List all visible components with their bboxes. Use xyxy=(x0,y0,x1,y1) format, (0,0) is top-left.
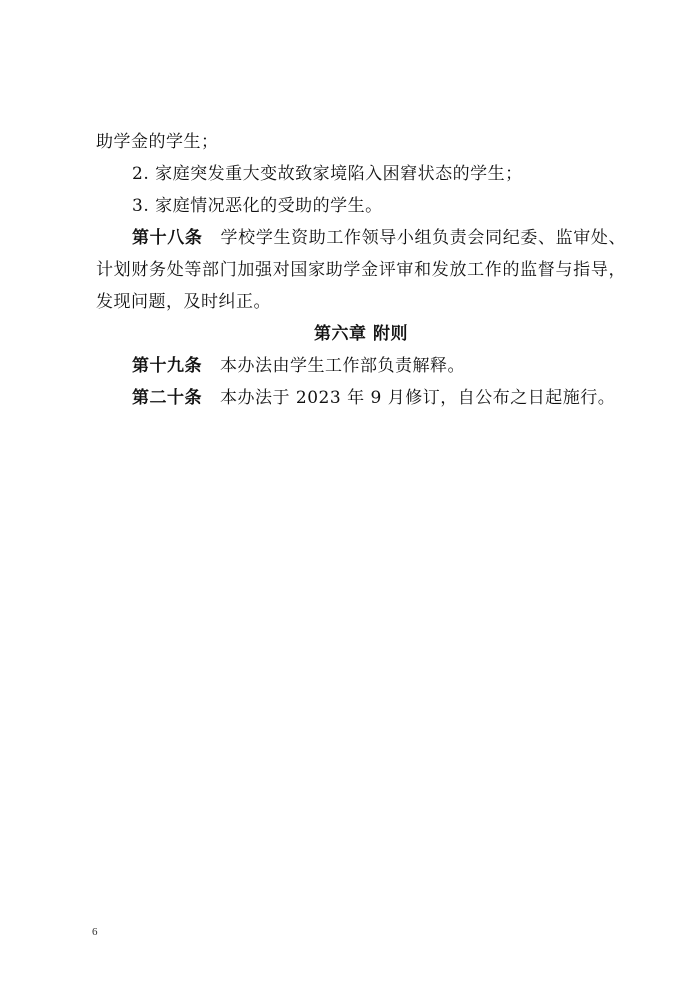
list-item-2 xyxy=(96,158,626,190)
article-text: 本办法由学生工作部负责解释。 xyxy=(220,356,465,376)
article-19 xyxy=(96,350,626,382)
page-number: 6 xyxy=(92,926,98,938)
list-item-text: 3. 家庭情况恶化的受助的学生。 xyxy=(132,196,383,216)
article-text: 学校学生资助工作领导小组负责会同纪委、监审处、计划财务处等部门加强对国家助学金评审和发放工作的监督与指导，发现问题，及时纠正。 xyxy=(96,228,627,312)
article-number: 第十九条 xyxy=(132,356,202,376)
article-text: 本办法于 2023 年 9 月修订，自公布之日起施行。 xyxy=(220,388,616,408)
paragraph-continuation xyxy=(96,126,626,158)
paragraph-text: 助学金的学生； xyxy=(96,132,219,152)
article-number: 第十八条 xyxy=(132,228,203,248)
article-18 xyxy=(96,222,626,318)
list-item-text: 2. 家庭突发重大变故致家境陷入困窘状态的学生； xyxy=(132,164,523,184)
chapter-title: 第六章 附则 xyxy=(314,324,408,344)
article-number: 第二十条 xyxy=(132,388,202,408)
document-body xyxy=(96,126,626,414)
list-item-3 xyxy=(96,190,626,222)
article-20 xyxy=(96,382,626,414)
